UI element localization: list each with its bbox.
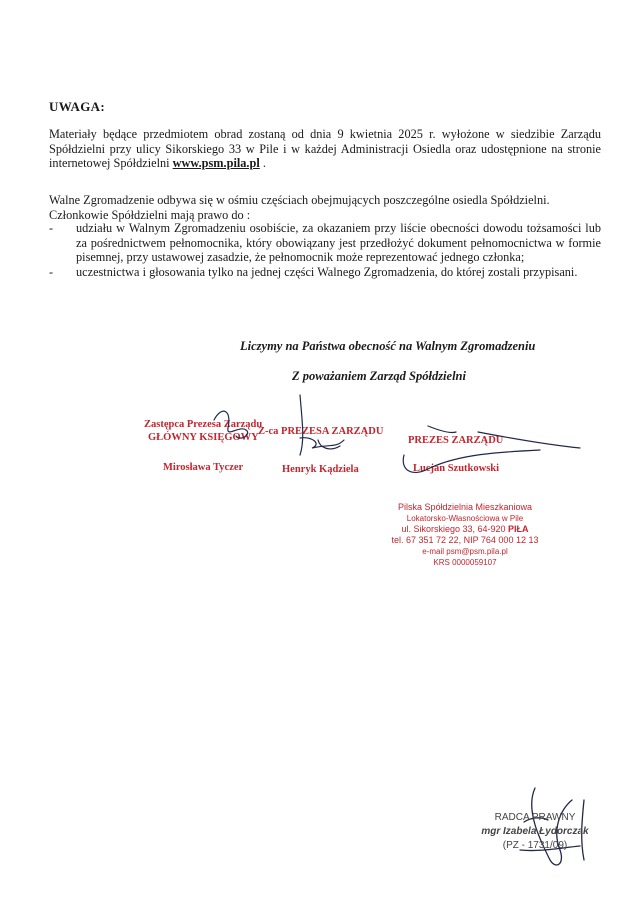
members-rights-line: Członkowie Spółdzielni mają prawo do : [49,207,251,222]
closing-invitation: Liczymy na Państwa obecność na Walnym Zgromadzeniu [240,339,536,353]
company-address: ul. Sikorskiego 33, 64-920 PIŁA [401,524,529,534]
company-stamp [375,502,555,568]
website-link[interactable]: www.psm.pila.pl [172,156,260,170]
company-type: Lokatorsko-Własnościowa w Pile [406,514,524,523]
list-dash: - [49,264,54,279]
materials-end: . [259,156,266,170]
company-name: Pilska Spółdzielnia Mieszkaniowa [397,502,533,512]
closing-regards: Z poważaniem Zarząd Spółdzielni [292,369,466,383]
left-stamp-title2: GŁÓWNY KSIĘGOWY [148,432,259,443]
notice-heading: UWAGA: [49,99,105,114]
left-stamp-name: Mirosława Tyczer [163,462,244,473]
company-krs: KRS 0000059107 [433,558,497,567]
list-item-text: uczestnictwa i głosowania tylko na jednej części Walnego Zgromadzenia, do której zostali przypisani. [76,264,578,279]
legal-number: (PZ - 1731/09) [502,840,568,851]
company-phone: tel. 67 351 72 22, NIP 764 000 12 13 [391,535,539,545]
legal-stamp [470,811,600,853]
middle-stamp-name: Henryk Kądziela [282,464,359,475]
right-stamp-name: Lucjan Szutkowski [413,463,500,474]
list-item-text: udziału w Walnym Zgromadzeniu osobiście, za okazaniem przy liście obecności dowodu tożsamości lub za pośrednictwem pełnomocnika, który obowiązany jest przedłożyć dokument pełnomocnictwa w formie pisemnej, przy ustawowej zasadzie, że pełnomocnik może reprezentować jednego członka; [76,221,601,264]
materials-text: Materiały będące przedmiotem obrad zostaną od dnia 9 kwietnia 2025 r. wyłożone w siedzibie Zarządu Spółdzielni przy ulicy Sikorskiego 33 w Pile i w każdej Administracji Osiedla oraz udostępnione na stronie internetowej Spółdzielni [49,127,601,170]
assembly-parts-line: Walne Zgromadzenie odbywa się w ośmiu częściach obejmujących poszczególne osiedla Spółdzielni. [49,193,550,207]
list-dash: - [49,221,54,235]
right-stamp-title: PREZES ZARZĄDU [408,435,504,446]
left-stamp-title1: Zastępca Prezesa Zarządu [144,419,263,430]
legal-name: mgr Izabela Łydorczak [481,826,589,837]
middle-stamp-title: Z-ca PREZESA ZARZĄDU [258,426,384,437]
company-email: e-mail psm@psm.pila.pl [422,547,508,556]
legal-title: RADCA PRAWNY [494,812,576,823]
